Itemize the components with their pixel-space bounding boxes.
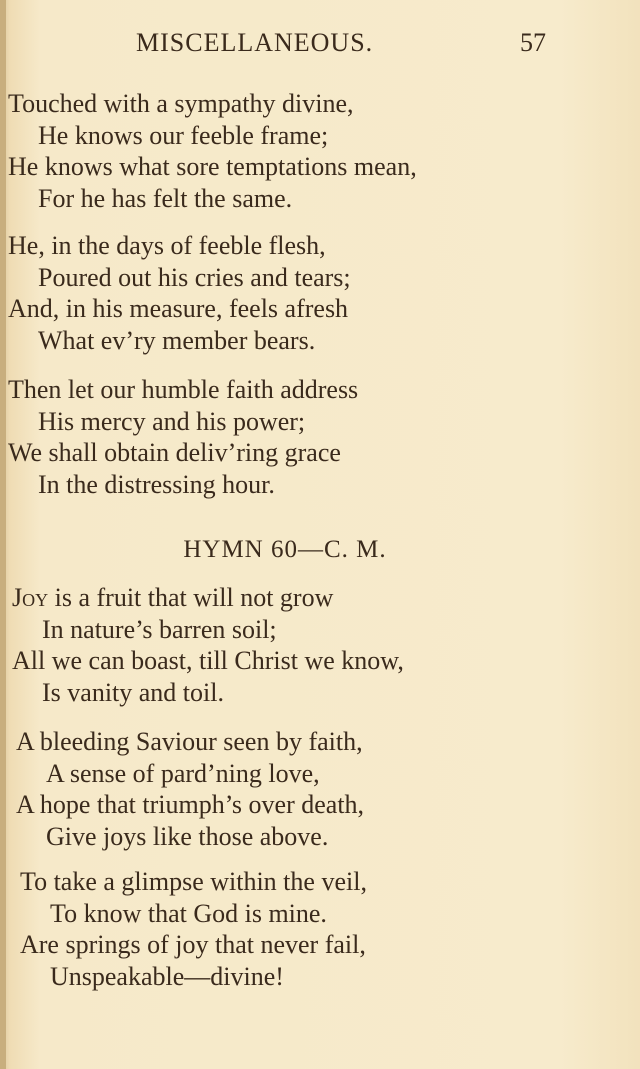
- verse-line: In the distressing hour.: [38, 469, 275, 499]
- verse-line: We shall obtain deliv’ring grace: [8, 438, 341, 468]
- stanza-1: [8, 88, 618, 214]
- hymn-stanza-2: [16, 726, 626, 852]
- verse-line: He, in the days of feeble flesh,: [8, 231, 326, 260]
- stanza-3: [8, 374, 618, 500]
- page-header: [0, 28, 640, 62]
- stanza-2: [8, 230, 618, 356]
- verse-line: Poured out his cries and tears;: [38, 262, 351, 292]
- verse-line: He knows our feeble frame;: [38, 120, 329, 150]
- verse-line: Touched with a sympathy divine,: [8, 89, 354, 118]
- verse-line: Then let our humble faith address: [8, 375, 359, 404]
- first-line-rest: is a fruit that will not grow: [48, 583, 334, 612]
- verse-line: A bleeding Saviour seen by faith,: [16, 727, 363, 756]
- verse-line: Are springs of joy that never fail,: [20, 930, 366, 960]
- verse-line: His mercy and his power;: [38, 406, 306, 436]
- verse-line: Unspeakable—divine!: [50, 961, 284, 991]
- verse-line: And, in his measure, feels afresh: [8, 294, 349, 324]
- hymn-stanza-3: [20, 866, 630, 992]
- verse-line: Give joys like those above.: [46, 821, 329, 851]
- hymn-stanza-1: [12, 582, 622, 708]
- verse-line: All we can boast, till Christ we know,: [12, 646, 404, 676]
- verse-line: In nature’s barren soil;: [42, 614, 277, 644]
- verse-line: To take a glimpse within the veil,: [20, 867, 367, 896]
- verse-line: A sense of pard’ning love,: [46, 758, 320, 788]
- verse-line-first: [12, 582, 622, 614]
- verse-line: A hope that triumph’s over death,: [16, 790, 365, 820]
- page-gutter: [0, 0, 6, 1069]
- verse-line: To know that God is mine.: [50, 898, 327, 928]
- verse-line: For he has felt the same.: [38, 183, 293, 213]
- hymn-heading: HYMN 60—C. M.: [183, 536, 387, 563]
- verse-line: What ev’ry member bears.: [38, 325, 316, 355]
- running-title: MISCELLANEOUS.: [136, 28, 374, 57]
- page-number: 57: [520, 28, 546, 57]
- verse-line: Is vanity and toil.: [42, 677, 224, 707]
- verse-line: He knows what sore temptations mean,: [8, 152, 417, 182]
- first-word: Joy: [12, 583, 49, 612]
